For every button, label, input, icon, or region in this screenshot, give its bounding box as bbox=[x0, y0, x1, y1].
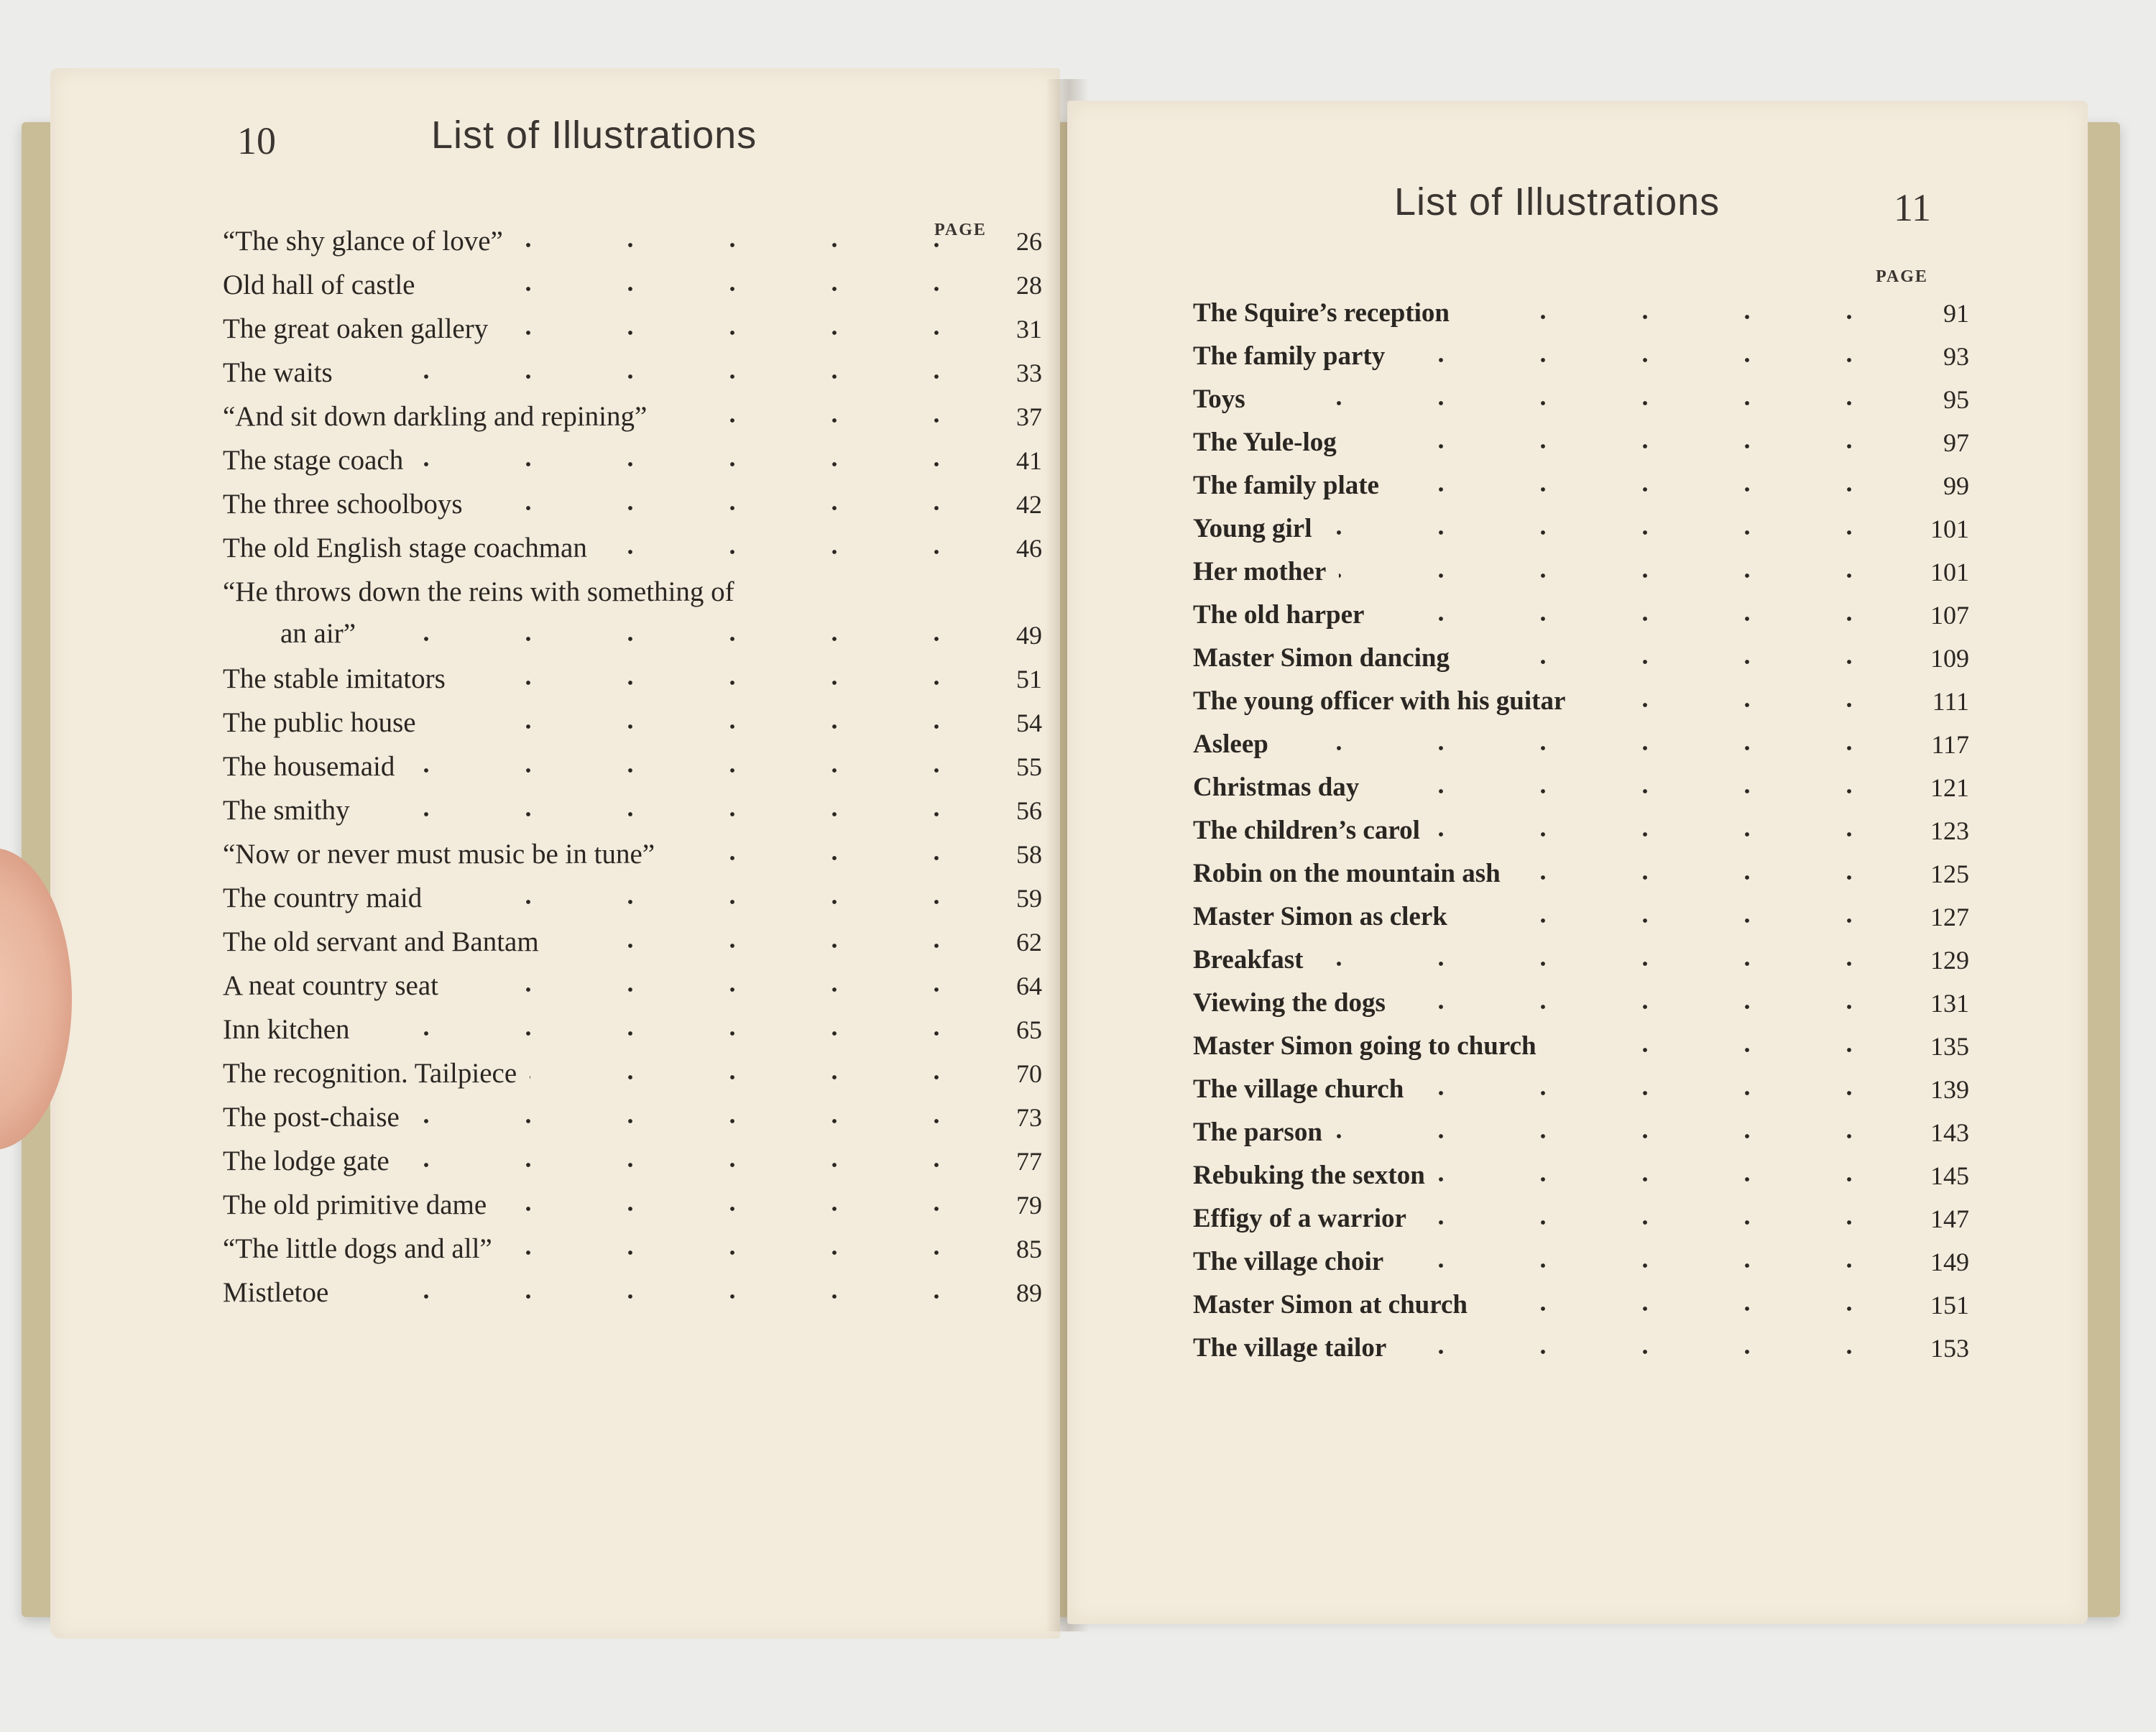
dot-leader bbox=[1396, 1263, 1900, 1268]
dot-leader bbox=[435, 900, 987, 904]
dot-leader bbox=[1350, 444, 1900, 448]
illustration-page-number: 99 bbox=[1943, 471, 1969, 500]
left-page bbox=[50, 68, 1060, 1639]
illustration-page-number: 107 bbox=[1930, 601, 1969, 630]
illustration-entry bbox=[223, 1187, 1042, 1230]
illustration-title: Christmas day bbox=[1193, 773, 1360, 802]
illustration-page-number: 95 bbox=[1943, 385, 1969, 414]
illustration-title: The stable imitators bbox=[223, 663, 446, 694]
illustration-entry bbox=[1193, 769, 1969, 812]
dot-leader bbox=[600, 550, 987, 554]
right-page bbox=[1067, 101, 2088, 1624]
dot-leader bbox=[668, 856, 987, 860]
illustration-title: Asleep bbox=[1193, 729, 1268, 759]
illustration-title: The family party bbox=[1193, 341, 1386, 371]
illustration-page-number: 42 bbox=[1016, 490, 1042, 519]
illustration-entry bbox=[1193, 1071, 1969, 1114]
illustration-title: The family plate bbox=[1193, 471, 1379, 500]
dot-leader bbox=[1578, 703, 1900, 707]
right-page-column-heading: PAGE bbox=[1876, 267, 1928, 286]
dot-leader bbox=[516, 243, 987, 247]
illustration-entry bbox=[1193, 855, 1969, 898]
dot-leader bbox=[1462, 315, 1900, 319]
dot-leader bbox=[1377, 617, 1900, 621]
illustration-title: Young girl bbox=[1193, 514, 1312, 543]
illustration-page-number: 49 bbox=[1016, 621, 1042, 650]
illustration-title: Master Simon as clerk bbox=[1193, 902, 1447, 931]
illustration-entry bbox=[223, 923, 1042, 967]
dot-leader bbox=[476, 506, 987, 510]
illustration-title: Viewing the dogs bbox=[1193, 988, 1386, 1018]
dot-leader bbox=[407, 768, 987, 773]
illustration-page-number: 62 bbox=[1016, 928, 1042, 957]
left-running-title: List of Illustrations bbox=[431, 114, 757, 157]
illustration-page-number: 129 bbox=[1930, 946, 1969, 975]
right-running-title: List of Illustrations bbox=[1394, 180, 1720, 224]
illustration-entry bbox=[223, 310, 1042, 354]
dot-leader bbox=[1462, 660, 1900, 664]
illustration-entry bbox=[1193, 898, 1969, 941]
dot-leader bbox=[413, 1119, 987, 1123]
illustration-page-number: 77 bbox=[1016, 1147, 1042, 1176]
illustration-entry bbox=[223, 748, 1042, 791]
illustration-entry bbox=[1193, 338, 1969, 381]
dot-leader bbox=[1480, 1307, 1900, 1311]
illustration-entry bbox=[223, 267, 1042, 310]
dot-leader bbox=[501, 331, 987, 335]
dot-leader bbox=[1392, 487, 1900, 492]
dot-leader bbox=[1335, 1134, 1900, 1138]
illustration-title: The public house bbox=[223, 707, 416, 738]
dot-leader bbox=[363, 812, 987, 816]
dot-leader bbox=[1258, 401, 1900, 405]
illustration-page-number: 37 bbox=[1016, 402, 1042, 431]
illustration-title: The village choir bbox=[1193, 1247, 1384, 1276]
illustration-title: The smithy bbox=[223, 795, 350, 826]
dot-leader bbox=[341, 1294, 987, 1299]
illustration-page-number: 58 bbox=[1016, 840, 1042, 869]
illustration-page-number: 46 bbox=[1016, 534, 1042, 563]
illustration-title: The children’s carol bbox=[1193, 816, 1420, 845]
illustration-page-number: 51 bbox=[1016, 665, 1042, 694]
illustration-entry bbox=[223, 574, 1042, 650]
dot-leader bbox=[429, 724, 987, 729]
dot-leader bbox=[1514, 875, 1900, 880]
illustration-page-number: 151 bbox=[1930, 1291, 1969, 1319]
illustration-page-number: 64 bbox=[1016, 972, 1042, 1000]
illustration-page-number: 109 bbox=[1930, 644, 1969, 673]
illustration-title: Mistletoe bbox=[223, 1277, 329, 1308]
illustration-title-continuation: an air” bbox=[280, 618, 356, 649]
illustration-title: The waits bbox=[223, 357, 333, 388]
illustration-title: The three schoolboys bbox=[223, 489, 463, 520]
illustration-title: Master Simon dancing bbox=[1193, 643, 1450, 673]
dot-leader bbox=[1419, 1220, 1900, 1225]
left-page-column-heading: PAGE bbox=[934, 221, 987, 239]
dot-leader bbox=[1433, 832, 1900, 837]
illustration-page-number: 117 bbox=[1931, 730, 1969, 759]
illustration-title: The old primitive dame bbox=[223, 1189, 487, 1220]
illustration-entry bbox=[223, 442, 1042, 485]
illustration-title: The old servant and Bantam bbox=[223, 926, 539, 957]
dot-leader bbox=[1398, 358, 1900, 362]
illustration-title: “The little dogs and all” bbox=[223, 1233, 492, 1264]
dot-leader bbox=[459, 681, 987, 685]
illustration-title: “And sit down darkling and repining” bbox=[223, 401, 648, 432]
illustration-title: Robin on the mountain ash bbox=[1193, 859, 1501, 888]
illustration-title: “The shy glance of love” bbox=[223, 226, 503, 257]
illustration-title: The housemaid bbox=[223, 751, 395, 782]
illustration-entry bbox=[223, 1011, 1042, 1054]
dot-leader bbox=[346, 374, 987, 379]
right-page-number: 11 bbox=[1894, 186, 1931, 229]
dot-leader bbox=[1438, 1177, 1900, 1181]
illustration-entry bbox=[223, 1055, 1042, 1098]
dot-leader bbox=[402, 1163, 987, 1167]
dot-leader bbox=[369, 637, 987, 641]
dot-leader bbox=[1325, 530, 1900, 535]
illustration-entry bbox=[1193, 1243, 1969, 1286]
illustration-page-number: 123 bbox=[1930, 816, 1969, 845]
dot-leader bbox=[1316, 962, 1900, 966]
illustration-entry bbox=[223, 836, 1042, 879]
illustration-page-number: 97 bbox=[1943, 428, 1969, 457]
dot-leader bbox=[1416, 1091, 1900, 1095]
illustration-entry bbox=[223, 1143, 1042, 1186]
illustration-page-number: 41 bbox=[1016, 446, 1042, 475]
illustration-entry bbox=[1193, 941, 1969, 985]
illustration-title: The village church bbox=[1193, 1074, 1404, 1104]
illustration-page-number: 89 bbox=[1016, 1279, 1042, 1307]
illustration-page-number: 54 bbox=[1016, 709, 1042, 737]
illustration-entry bbox=[223, 486, 1042, 529]
illustration-entry bbox=[223, 967, 1042, 1010]
illustration-title: Toys bbox=[1193, 384, 1245, 414]
illustration-title: A neat country seat bbox=[223, 970, 438, 1001]
illustration-title: Rebuking the sexton bbox=[1193, 1161, 1425, 1190]
illustration-page-number: 131 bbox=[1930, 989, 1969, 1018]
illustration-page-number: 125 bbox=[1930, 860, 1969, 888]
illustration-page-number: 135 bbox=[1930, 1032, 1969, 1061]
illustration-page-number: 127 bbox=[1930, 903, 1969, 931]
dot-leader bbox=[1339, 574, 1900, 578]
illustration-entry bbox=[1193, 553, 1969, 596]
illustration-title: Effigy of a warrior bbox=[1193, 1204, 1406, 1233]
illustration-entry bbox=[1193, 1200, 1969, 1243]
illustration-entry bbox=[223, 704, 1042, 747]
illustration-title: The great oaken gallery bbox=[223, 313, 489, 344]
illustration-page-number: 139 bbox=[1930, 1075, 1969, 1104]
illustration-title: Breakfast bbox=[1193, 945, 1304, 975]
illustration-entry bbox=[1193, 295, 1969, 338]
dot-leader bbox=[530, 1075, 987, 1079]
dot-leader bbox=[416, 462, 987, 466]
illustration-title: “He throws down the reins with something of bbox=[223, 576, 734, 607]
illustration-title: The country maid bbox=[223, 883, 423, 913]
illustration-title: The young officer with his guitar bbox=[1193, 686, 1566, 716]
illustration-entry bbox=[1193, 985, 1969, 1028]
illustration-title: “Now or never must music be in tune” bbox=[223, 839, 655, 870]
illustration-title: The recognition. Tailpiece bbox=[223, 1058, 517, 1089]
illustration-title: The parson bbox=[1193, 1118, 1322, 1147]
dot-leader bbox=[1281, 746, 1900, 750]
illustration-entry bbox=[1193, 726, 1969, 769]
illustration-title: The village tailor bbox=[1193, 1333, 1387, 1363]
illustration-page-number: 147 bbox=[1930, 1204, 1969, 1233]
illustration-entry bbox=[1193, 510, 1969, 553]
illustration-title: The lodge gate bbox=[223, 1146, 390, 1176]
illustration-title: Master Simon at church bbox=[1193, 1290, 1468, 1319]
illustration-page-number: 59 bbox=[1016, 884, 1042, 913]
illustration-title: Inn kitchen bbox=[223, 1014, 350, 1045]
illustration-page-number: 73 bbox=[1016, 1103, 1042, 1132]
illustration-page-number: 143 bbox=[1930, 1118, 1969, 1147]
illustration-entry bbox=[223, 1099, 1042, 1142]
illustration-page-number: 79 bbox=[1016, 1191, 1042, 1220]
illustration-title: Master Simon going to church bbox=[1193, 1031, 1537, 1061]
illustration-page-number: 111 bbox=[1932, 687, 1969, 716]
dot-leader bbox=[1460, 918, 1900, 923]
illustration-page-number: 153 bbox=[1930, 1334, 1969, 1363]
illustration-page-number: 101 bbox=[1930, 558, 1969, 586]
illustration-entry bbox=[1193, 812, 1969, 855]
illustration-entry bbox=[223, 880, 1042, 923]
illustration-entry bbox=[1193, 640, 1969, 683]
illustration-page-number: 31 bbox=[1016, 315, 1042, 344]
illustration-page-number: 70 bbox=[1016, 1059, 1042, 1088]
illustration-entry bbox=[223, 660, 1042, 704]
illustration-title: Old hall of castle bbox=[223, 270, 415, 300]
illustration-title: The old harper bbox=[1193, 600, 1365, 630]
illustration-entry bbox=[1193, 1157, 1969, 1200]
illustration-entry bbox=[223, 1274, 1042, 1317]
dot-leader bbox=[660, 418, 987, 423]
illustration-title: The Squire’s reception bbox=[1193, 298, 1450, 328]
illustration-title: The stage coach bbox=[223, 445, 404, 476]
illustration-entry bbox=[1193, 424, 1969, 467]
illustration-entry bbox=[1193, 467, 1969, 510]
dot-leader bbox=[1399, 1005, 1900, 1009]
illustration-page-number: 55 bbox=[1016, 752, 1042, 781]
illustration-entry bbox=[223, 1230, 1042, 1273]
illustration-entry bbox=[1193, 683, 1969, 726]
illustration-page-number: 91 bbox=[1943, 299, 1969, 328]
illustration-page-number: 65 bbox=[1016, 1015, 1042, 1044]
illustration-page-number: 149 bbox=[1930, 1248, 1969, 1276]
illustration-page-number: 56 bbox=[1016, 796, 1042, 825]
dot-leader bbox=[499, 1207, 987, 1211]
dot-leader bbox=[1399, 1350, 1900, 1354]
illustration-title: The post-chaise bbox=[223, 1102, 400, 1133]
illustration-page-number: 101 bbox=[1930, 515, 1969, 543]
illustration-entry bbox=[223, 223, 1042, 266]
dot-leader bbox=[552, 944, 987, 948]
illustration-title: The old English stage coachman bbox=[223, 533, 587, 563]
illustration-entry bbox=[1193, 596, 1969, 640]
left-page-number: 10 bbox=[237, 119, 276, 162]
illustration-entry bbox=[223, 398, 1042, 441]
dot-leader bbox=[363, 1031, 987, 1036]
dot-leader bbox=[1549, 1048, 1900, 1052]
dot-leader bbox=[1372, 789, 1900, 793]
illustration-page-number: 85 bbox=[1016, 1235, 1042, 1263]
illustration-entry bbox=[223, 530, 1042, 573]
illustration-entry bbox=[1193, 1028, 1969, 1071]
illustration-entry bbox=[1193, 1286, 1969, 1330]
dot-leader bbox=[451, 987, 987, 992]
illustration-page-number: 26 bbox=[1016, 227, 1042, 256]
illustration-page-number: 28 bbox=[1016, 271, 1042, 300]
illustration-entry bbox=[223, 354, 1042, 397]
illustration-page-number: 33 bbox=[1016, 359, 1042, 387]
dot-leader bbox=[428, 287, 987, 291]
illustration-entry bbox=[1193, 1114, 1969, 1157]
illustration-entry bbox=[1193, 381, 1969, 424]
illustration-entry bbox=[223, 792, 1042, 835]
dot-leader bbox=[505, 1250, 987, 1255]
illustration-page-number: 93 bbox=[1943, 342, 1969, 371]
illustration-title: The Yule-log bbox=[1193, 428, 1337, 457]
illustration-page-number: 145 bbox=[1930, 1161, 1969, 1190]
illustration-page-number: 121 bbox=[1930, 773, 1969, 802]
illustration-entry bbox=[1193, 1330, 1969, 1373]
illustration-title: Her mother bbox=[1193, 557, 1327, 586]
